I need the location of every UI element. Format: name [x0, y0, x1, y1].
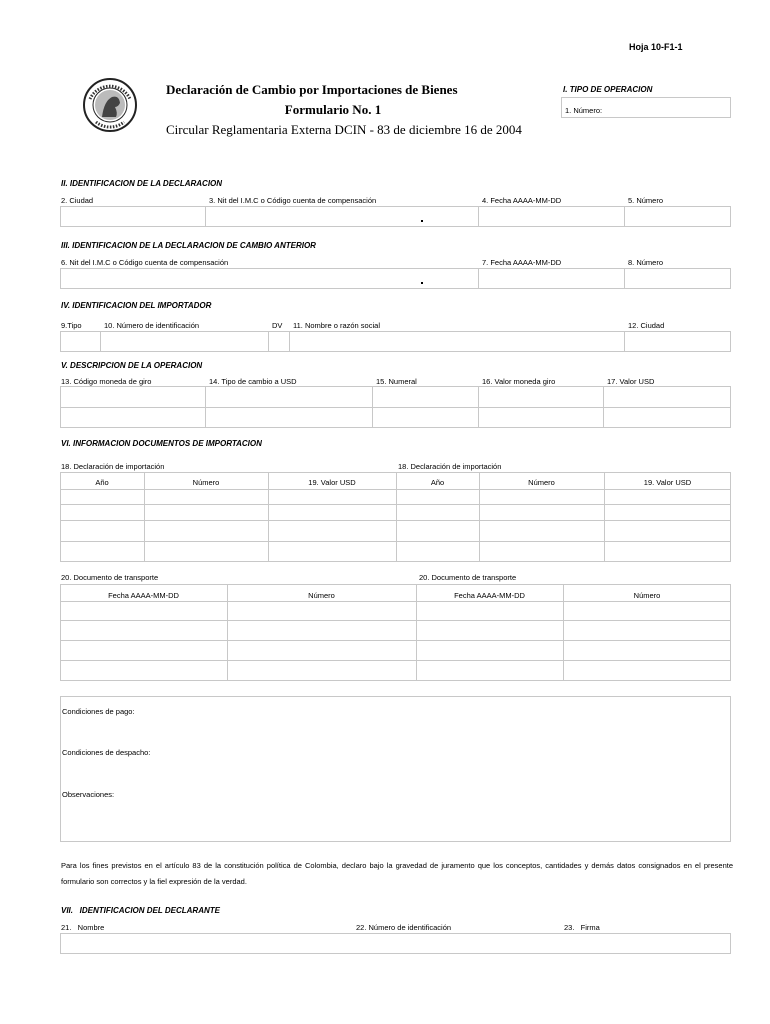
ciudad-importador-input[interactable]	[625, 333, 730, 350]
section-documentos-importacion-title: VI. INFORMACION DOCUMENTOS DE IMPORTACION	[61, 439, 262, 448]
valor-usd-header: 19. Valor USD	[643, 478, 692, 487]
tipo-cambio-label: 14. Tipo de cambio a USD	[209, 377, 297, 386]
numero-header: Número	[192, 478, 220, 487]
tipo-cambio-input-2[interactable]	[206, 409, 371, 427]
numero-input[interactable]	[625, 208, 730, 225]
numeral-input-1[interactable]	[373, 388, 477, 406]
numero-header: Número	[633, 591, 661, 600]
dv-input[interactable]	[269, 333, 288, 350]
valor-moneda-input-1[interactable]	[479, 388, 602, 406]
ano-header: Año	[95, 478, 109, 487]
numeral-input-2[interactable]	[373, 409, 477, 427]
dv-label: DV	[272, 321, 283, 330]
num-id-label: 10. Número de identificación	[104, 321, 200, 330]
ano-header: Año	[430, 478, 445, 487]
condiciones-pago-label: Condiciones de pago:	[62, 707, 135, 716]
ciudad-importador-label: 12. Ciudad	[628, 321, 665, 330]
nit-anterior-input[interactable]	[61, 270, 477, 287]
section-declarante-title: VII. IDENTIFICACION DEL DECLARANTE	[61, 906, 220, 915]
fecha-header: Fecha AAAA-MM-DD	[454, 591, 525, 600]
fecha-anterior-input[interactable]	[479, 270, 623, 287]
numero-header: Número	[308, 591, 335, 600]
condiciones-pago-input[interactable]	[140, 703, 728, 718]
declarante-input[interactable]	[61, 935, 731, 952]
documento-transporte-right-label: 20. Documento de transporte	[419, 573, 517, 582]
firma-label: 23. Firma	[564, 923, 600, 932]
sheet-label: Hoja 10-F1-1	[629, 42, 683, 52]
fecha-anterior-label: 7. Fecha AAAA-MM-DD	[482, 258, 562, 267]
numeral-label: 15. Numeral	[376, 377, 417, 386]
fecha-input[interactable]	[479, 208, 623, 225]
valor-usd-label: 17. Valor USD	[607, 377, 655, 386]
ciudad-input[interactable]	[61, 208, 204, 225]
circular-reference: Circular Reglamentaria Externa DCIN - 83 de diciembre 16 de 2004	[166, 122, 522, 137]
ciudad-label: 2. Ciudad	[61, 196, 94, 205]
num-id-declarante-label: 22. Número de identificación	[356, 923, 452, 932]
form-title: Declaración de Cambio por Importaciones de Bienes	[166, 82, 458, 97]
nit-label: 3. Nit del I.M.C o Código cuenta de compensación	[209, 196, 377, 205]
condiciones-despacho-label: Condiciones de despacho:	[62, 748, 151, 757]
nit-anterior-label: 6. Nit del I.M.C o Código cuenta de compensación	[61, 258, 229, 267]
nombre-declarante-label: 21. Nombre	[61, 923, 105, 932]
numero-header: Número	[528, 478, 555, 487]
codigo-moneda-input-1[interactable]	[61, 388, 204, 406]
tipo-label: 9.Tipo	[61, 321, 82, 330]
codigo-moneda-label: 13. Código moneda de giro	[61, 377, 152, 386]
fecha-header: Fecha AAAA-MM-DD	[108, 591, 179, 600]
tipo-operacion-numero-input[interactable]	[602, 99, 730, 116]
observaciones-label: Observaciones:	[62, 790, 115, 799]
numero-anterior-input[interactable]	[625, 270, 730, 287]
num-id-input[interactable]	[101, 333, 267, 350]
bank-seal-logo	[82, 77, 138, 133]
tipo-cambio-input-1[interactable]	[206, 388, 371, 406]
numero-label: 1. Número:	[565, 106, 603, 115]
declaracion-importacion-left-label: 18. Declaración de importación	[61, 462, 165, 471]
valor-moneda-input-2[interactable]	[479, 409, 602, 427]
valor-usd-input-2[interactable]	[604, 409, 730, 427]
form-number: Formulario No. 1	[284, 102, 382, 117]
section-declaracion-anterior-title: III. IDENTIFICACION DE LA DECLARACION DE CAMBIO ANTERIOR	[61, 241, 316, 250]
section-descripcion-operacion-title: V. DESCRIPCION DE LA OPERACION	[61, 361, 203, 370]
numero-anterior-label: 8. Número	[628, 258, 664, 267]
section-importador-title: IV. IDENTIFICACION DEL IMPORTADOR	[61, 301, 212, 310]
condiciones-despacho-input[interactable]	[158, 744, 728, 759]
oath-statement: Para los fines previstos en el artículo 83 de la constitución política de Colombia, declaro bajo la gravedad de juramento que los conceptos, cantidades y demás datos consignados en el presente formulario son correctos y la fiel expresión de la verdad.	[61, 861, 733, 886]
section-tipo-operacion-title: I. TIPO DE OPERACION	[563, 85, 653, 94]
section-identificacion-declaracion-title: II. IDENTIFICACION DE LA DECLARACION	[61, 179, 223, 188]
fecha-label: 4. Fecha AAAA-MM-DD	[482, 196, 562, 205]
nombre-input[interactable]	[290, 333, 623, 350]
valor-usd-input-1[interactable]	[604, 388, 730, 406]
valor-usd-header: 19. Valor USD	[308, 478, 356, 487]
declaracion-importacion-right-label: 18. Declaración de importación	[398, 462, 502, 471]
nit-input[interactable]	[206, 208, 477, 225]
observaciones-input[interactable]	[120, 786, 728, 838]
numero-label: 5. Número	[628, 196, 664, 205]
valor-moneda-label: 16. Valor moneda giro	[482, 377, 556, 386]
documento-transporte-left-label: 20. Documento de transporte	[61, 573, 159, 582]
tipo-input[interactable]	[61, 333, 99, 350]
nombre-label: 11. Nombre o razón social	[293, 321, 380, 330]
codigo-moneda-input-2[interactable]	[61, 409, 204, 427]
